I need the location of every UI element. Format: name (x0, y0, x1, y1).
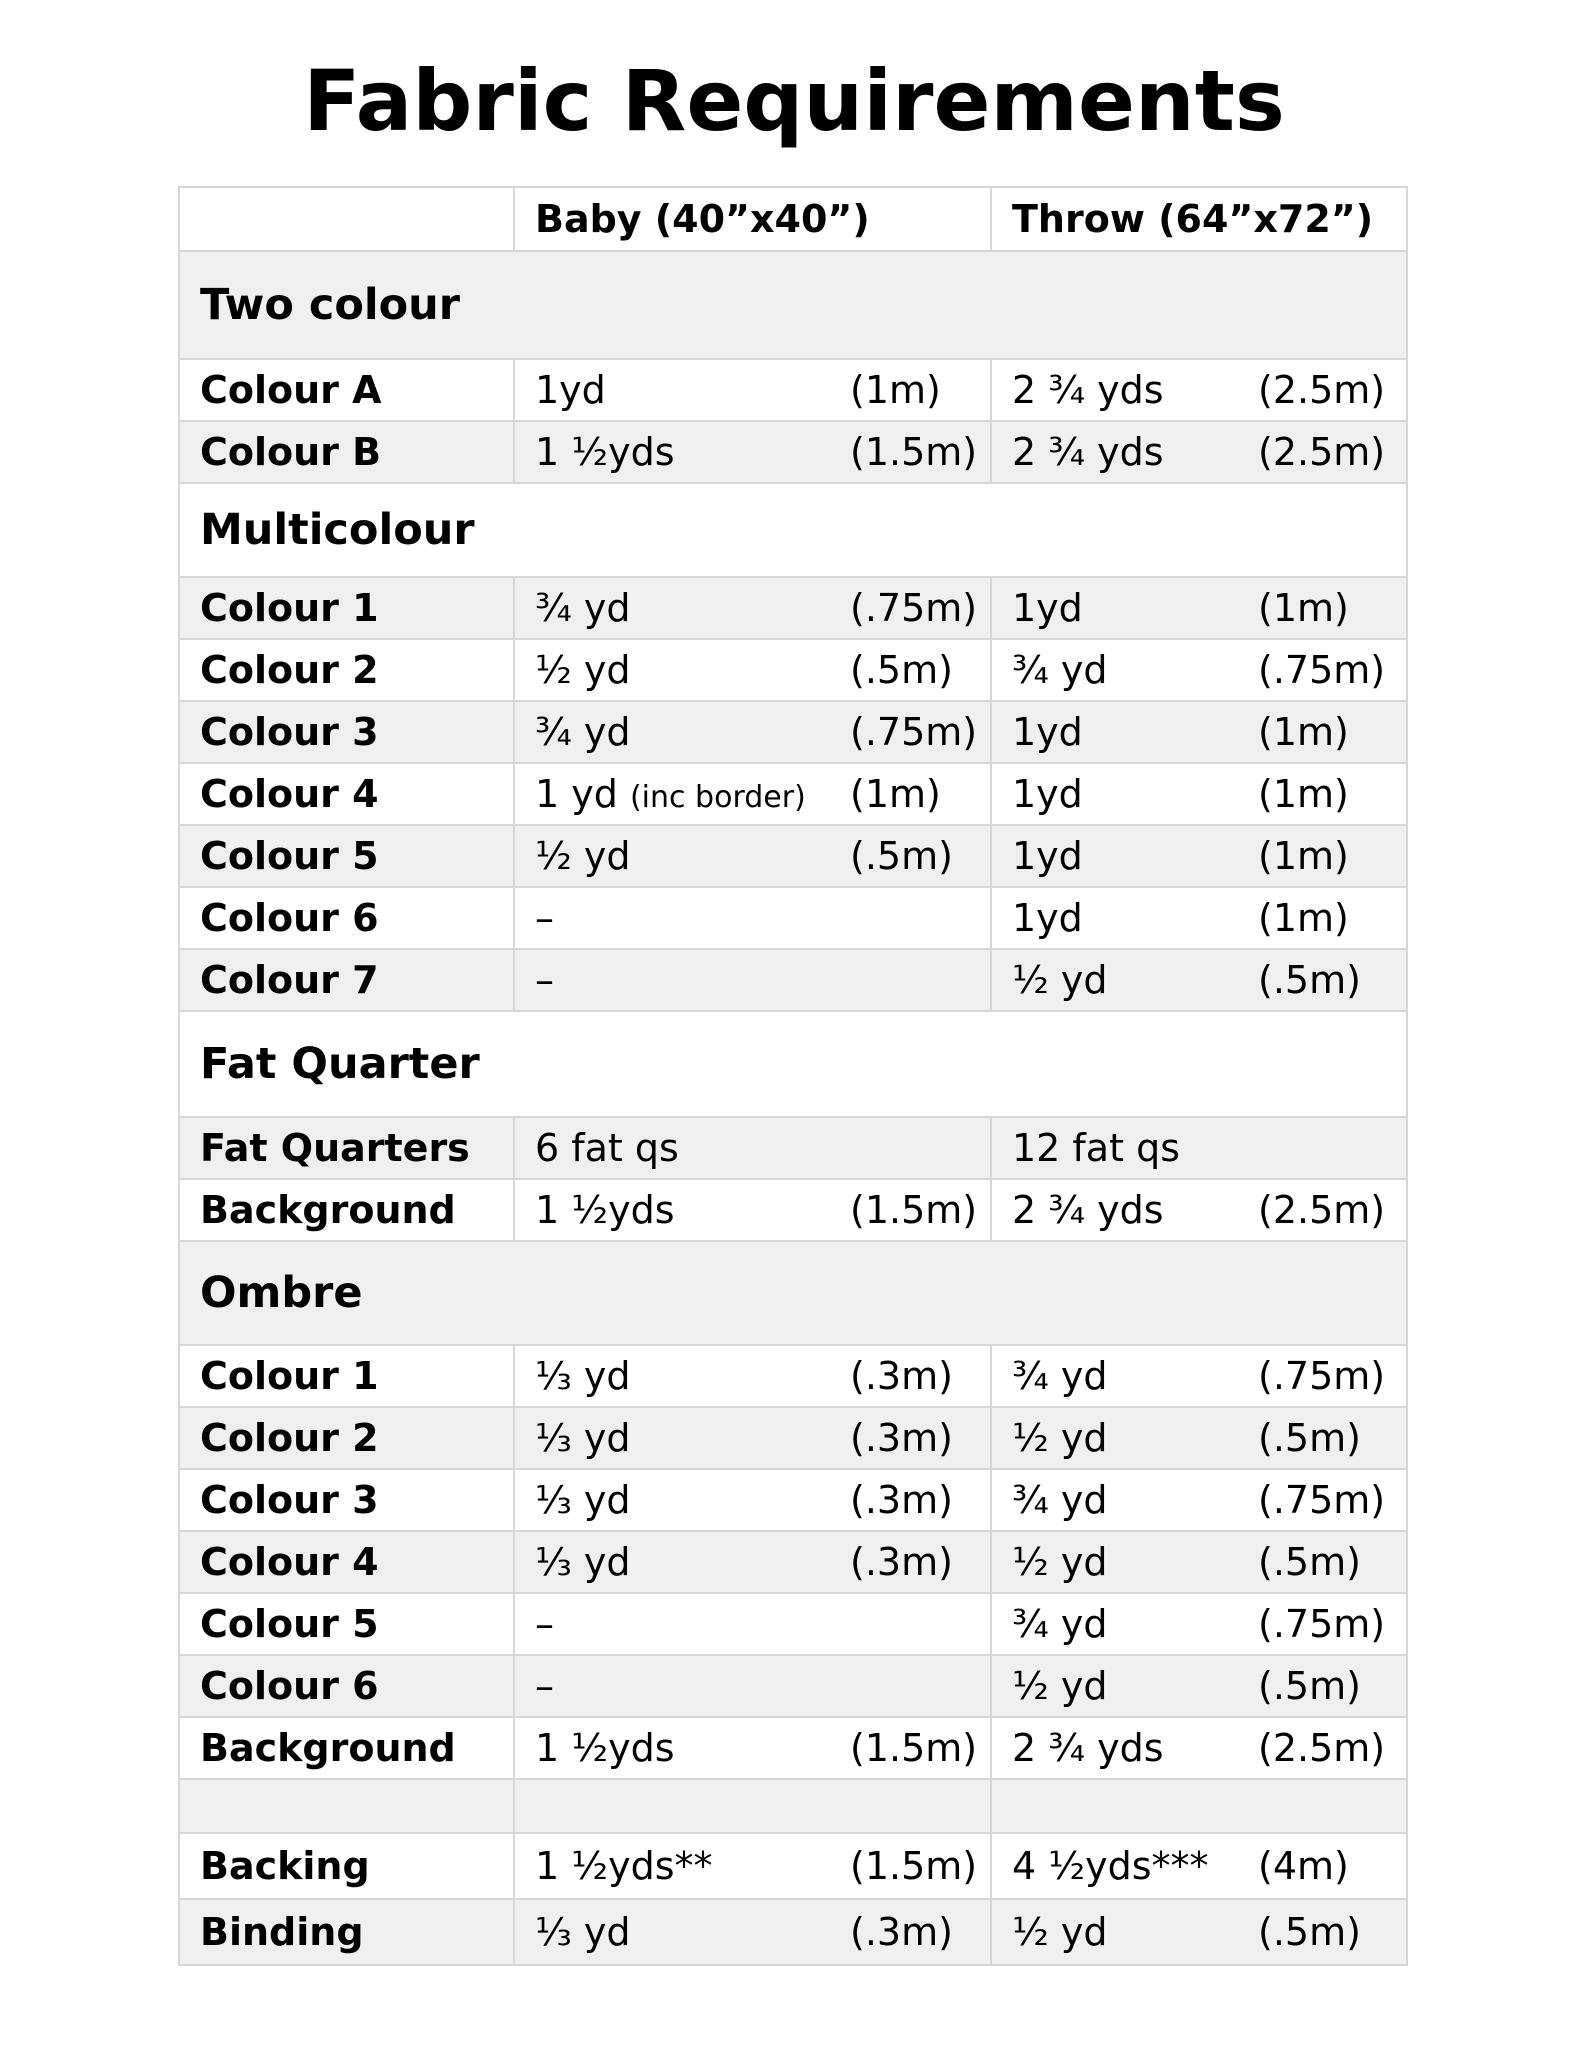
baby-amount: 1 ½yds (535, 1726, 675, 1770)
baby-metric: (.75m) (850, 586, 978, 630)
row-label: Colour 1 (179, 577, 514, 639)
throw-metric: (.5m) (1258, 958, 1361, 1002)
table-row (179, 825, 1407, 887)
baby-amount: 6 fat qs (535, 1126, 679, 1170)
table-row (179, 577, 1407, 639)
throw-amount: ¾ yd (1012, 1478, 1108, 1522)
throw-amount: ½ yd (1012, 1910, 1108, 1954)
row-label: Colour 4 (179, 1531, 514, 1593)
baby-metric: (.5m) (850, 834, 953, 878)
baby-metric: (.75m) (850, 710, 978, 754)
section-label: Ombre (179, 1241, 1407, 1345)
throw-amount: 2 ¾ yds (1012, 1188, 1164, 1232)
row-label: Colour 3 (179, 1469, 514, 1531)
baby-amount: ½ yd (535, 834, 631, 878)
throw-amount: ¾ yd (1012, 1602, 1108, 1646)
baby-metric: (.5m) (850, 648, 953, 692)
section-label: Multicolour (179, 483, 1407, 577)
row-label: Colour 6 (179, 887, 514, 949)
section-fat-quarter (179, 1011, 1407, 1117)
row-label: Colour 5 (179, 1593, 514, 1655)
header-blank-cell (179, 187, 514, 251)
table-row (179, 701, 1407, 763)
throw-amount: ½ yd (1012, 958, 1108, 1002)
table-row (179, 421, 1407, 483)
header-baby: Baby (40”x40”) (514, 187, 991, 251)
throw-amount: 4 ½yds*** (1012, 1844, 1209, 1888)
row-label: Colour 5 (179, 825, 514, 887)
section-multicolour (179, 483, 1407, 577)
throw-amount: ½ yd (1012, 1664, 1108, 1708)
table-row-backing (179, 1833, 1407, 1899)
row-label: Colour A (179, 359, 514, 421)
baby-amount: – (535, 896, 554, 940)
throw-amount: 1yd (1012, 834, 1083, 878)
row-label: Fat Quarters (179, 1117, 514, 1179)
fabric-requirements-table (178, 186, 1408, 1966)
section-label: Two colour (179, 251, 1407, 359)
baby-metric: (1m) (850, 772, 941, 816)
baby-amount: – (535, 1602, 554, 1646)
throw-metric: (1m) (1258, 896, 1349, 940)
baby-metric: (.3m) (850, 1478, 953, 1522)
throw-metric: (.75m) (1258, 1478, 1386, 1522)
baby-amount: ½ yd (535, 648, 631, 692)
baby-amount: ⅓ yd (535, 1354, 631, 1398)
throw-metric: (1m) (1258, 834, 1349, 878)
row-label: Colour 4 (179, 763, 514, 825)
table-row (179, 1179, 1407, 1241)
throw-amount: 1yd (1012, 896, 1083, 940)
throw-metric: (.5m) (1258, 1664, 1361, 1708)
table-row (179, 1117, 1407, 1179)
baby-metric: (1.5m) (850, 430, 978, 474)
table-row (179, 1593, 1407, 1655)
table-row (179, 1717, 1407, 1779)
section-label: Fat Quarter (179, 1011, 1407, 1117)
baby-amount: – (535, 958, 554, 1002)
baby-note: (inc border) (629, 780, 806, 815)
baby-amount: ⅓ yd (535, 1416, 631, 1460)
table-row (179, 359, 1407, 421)
row-label: Background (179, 1179, 514, 1241)
throw-amount: 2 ¾ yds (1012, 368, 1164, 412)
section-two-colour (179, 251, 1407, 359)
spacer-cell (514, 1779, 991, 1833)
table-row (179, 1531, 1407, 1593)
table-row (179, 887, 1407, 949)
row-label: Colour 2 (179, 1407, 514, 1469)
throw-amount: 1yd (1012, 772, 1083, 816)
table-row (179, 763, 1407, 825)
row-label: Colour 2 (179, 639, 514, 701)
spacer-cell (179, 1779, 514, 1833)
baby-amount: 1 ½yds (535, 1188, 675, 1232)
spacer-cell (991, 1779, 1407, 1833)
throw-metric: (1m) (1258, 586, 1349, 630)
baby-amount: 1 ½yds** (535, 1844, 713, 1888)
throw-metric: (2.5m) (1258, 1188, 1386, 1232)
throw-metric: (.75m) (1258, 1354, 1386, 1398)
table-row (179, 639, 1407, 701)
row-label: Binding (179, 1899, 514, 1965)
throw-metric: (4m) (1258, 1844, 1349, 1888)
baby-metric: (.3m) (850, 1540, 953, 1584)
table-row (179, 949, 1407, 1011)
baby-metric: (1.5m) (850, 1188, 978, 1232)
throw-metric: (.75m) (1258, 648, 1386, 692)
throw-amount: 2 ¾ yds (1012, 430, 1164, 474)
baby-amount: 1yd (535, 368, 606, 412)
row-label: Colour 1 (179, 1345, 514, 1407)
table-header-row (179, 187, 1407, 251)
throw-amount: ½ yd (1012, 1540, 1108, 1584)
row-label: Colour 7 (179, 949, 514, 1011)
throw-metric: (2.5m) (1258, 430, 1386, 474)
baby-amount: ⅓ yd (535, 1910, 631, 1954)
table-row (179, 1345, 1407, 1407)
baby-metric: (1.5m) (850, 1844, 978, 1888)
baby-amount: ¾ yd (535, 586, 631, 630)
throw-metric: (.5m) (1258, 1540, 1361, 1584)
header-throw: Throw (64”x72”) (991, 187, 1407, 251)
baby-metric: (.3m) (850, 1910, 953, 1954)
baby-metric: (1m) (850, 368, 941, 412)
table-row (179, 1655, 1407, 1717)
throw-metric: (.5m) (1258, 1910, 1361, 1954)
baby-amount: 1 yd (535, 772, 618, 816)
baby-amount: ¾ yd (535, 710, 631, 754)
table-row-binding (179, 1899, 1407, 1965)
baby-metric: (1.5m) (850, 1726, 978, 1770)
throw-amount: ¾ yd (1012, 1354, 1108, 1398)
table-row (179, 1469, 1407, 1531)
baby-amount: 1 ½yds (535, 430, 675, 474)
baby-metric: (.3m) (850, 1354, 953, 1398)
throw-metric: (2.5m) (1258, 1726, 1386, 1770)
throw-metric: (.5m) (1258, 1416, 1361, 1460)
row-label: Colour 3 (179, 701, 514, 763)
row-label: Backing (179, 1833, 514, 1899)
baby-amount: ⅓ yd (535, 1540, 631, 1584)
spacer-row (179, 1779, 1407, 1833)
baby-amount: ⅓ yd (535, 1478, 631, 1522)
throw-metric: (.75m) (1258, 1602, 1386, 1646)
baby-amount: – (535, 1664, 554, 1708)
row-label: Background (179, 1717, 514, 1779)
throw-amount: 12 fat qs (1012, 1126, 1180, 1170)
throw-amount: 1yd (1012, 586, 1083, 630)
section-ombre (179, 1241, 1407, 1345)
throw-metric: (1m) (1258, 772, 1349, 816)
throw-amount: 1yd (1012, 710, 1083, 754)
table-row (179, 1407, 1407, 1469)
throw-amount: ½ yd (1012, 1416, 1108, 1460)
baby-metric: (.3m) (850, 1416, 953, 1460)
row-label: Colour B (179, 421, 514, 483)
row-label: Colour 6 (179, 1655, 514, 1717)
throw-metric: (2.5m) (1258, 368, 1386, 412)
throw-amount: 2 ¾ yds (1012, 1726, 1164, 1770)
page-title: Fabric Requirements (303, 52, 1285, 150)
throw-amount: ¾ yd (1012, 648, 1108, 692)
throw-metric: (1m) (1258, 710, 1349, 754)
